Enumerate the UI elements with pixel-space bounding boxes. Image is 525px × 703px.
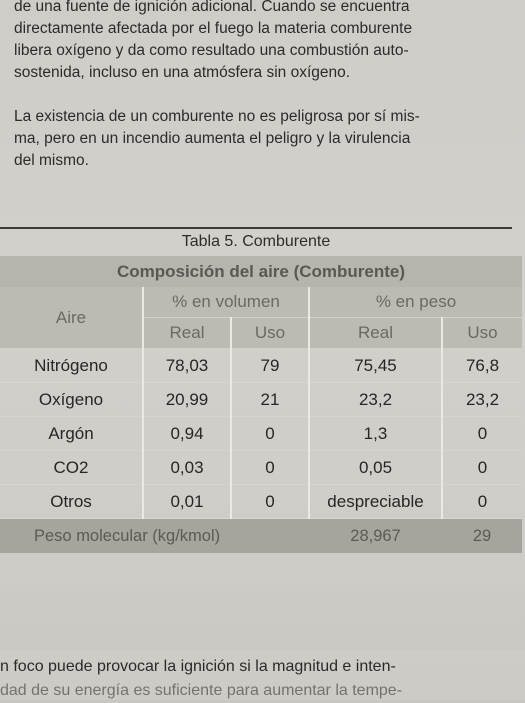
table-caption: Tabla 5. Comburente (181, 233, 331, 250)
paragraph-comburente-intro (14, 0, 510, 84)
vol-uso-cell: 0 (231, 451, 309, 485)
table-title: Composición del aire (Comburente) (0, 256, 522, 287)
table-row (0, 349, 522, 383)
column-header-real-peso: Real (309, 318, 442, 349)
text-line: La existencia de un comburente no es peligrosa por sí mis- (14, 108, 420, 125)
peso-uso-cell: 0 (442, 417, 522, 451)
peso-real-cell: 75,45 (309, 349, 442, 383)
column-header-real-vol: Real (143, 318, 231, 349)
gas-name-cell: Otros (0, 485, 143, 519)
text-line: sostenida, incluso en una atmósfera sin oxígeno. (14, 64, 351, 81)
vol-uso-cell: 0 (231, 485, 309, 519)
vol-real-cell: 0,94 (143, 417, 231, 451)
table-row (0, 383, 522, 417)
vol-uso-cell: 0 (231, 417, 309, 451)
peso-uso-cell: 0 (442, 451, 522, 485)
text-line: ma, pero en un incendio aumenta el peligro y la virulencia (14, 130, 411, 147)
peso-real-cell: 23,2 (309, 383, 442, 417)
molecular-weight-label: Peso molecular (kg/kmol) (0, 519, 309, 554)
text-line: n foco puede provocar la ignición si la magnitud e inten- (0, 658, 396, 675)
vol-real-cell: 20,99 (143, 383, 231, 417)
vol-real-cell: 78,03 (143, 349, 231, 383)
column-header-uso-vol: Uso (231, 318, 309, 349)
molecular-weight-real: 28,967 (309, 519, 442, 554)
text-line: libera oxígeno y da como resultado una combustión auto- (14, 42, 409, 59)
table-title-row (0, 256, 522, 287)
text-line: directamente afectada por el fuego la materia comburente (14, 20, 413, 37)
text-line: del mismo. (14, 152, 89, 169)
paragraph-ignition (0, 655, 525, 703)
table-row (0, 485, 522, 519)
text-line: dad de su energía es suficiente para aumentar la tempe- (0, 682, 403, 699)
gas-name-cell: Nitrógeno (0, 349, 143, 383)
table-top-rule (0, 227, 512, 229)
air-composition-table (0, 256, 522, 553)
gas-name-cell: CO2 (0, 451, 143, 485)
gas-name-cell: Argón (0, 417, 143, 451)
table-footer-row (0, 519, 522, 554)
table-row (0, 417, 522, 451)
page-shadow (0, 560, 525, 650)
peso-real-cell: 1,3 (309, 417, 442, 451)
table-row (0, 451, 522, 485)
text-line: de una fuente de ignición adicional. Cuando se encuentra (14, 0, 410, 15)
peso-uso-cell: 76,8 (442, 349, 522, 383)
table-group-header-row (0, 287, 522, 318)
molecular-weight-uso: 29 (442, 519, 522, 554)
vol-real-cell: 0,01 (143, 485, 231, 519)
peso-real-cell: 0,05 (309, 451, 442, 485)
gas-name-cell: Oxígeno (0, 383, 143, 417)
column-header-uso-peso: Uso (442, 318, 522, 349)
peso-uso-cell: 0 (442, 485, 522, 519)
column-group-peso: % en peso (309, 287, 522, 318)
column-group-volumen: % en volumen (143, 287, 309, 318)
paragraph-comburente-danger (14, 106, 510, 172)
vol-real-cell: 0,03 (143, 451, 231, 485)
peso-real-cell: despreciable (309, 485, 442, 519)
column-header-aire: Aire (0, 287, 143, 349)
vol-uso-cell: 79 (231, 349, 309, 383)
vol-uso-cell: 21 (231, 383, 309, 417)
peso-uso-cell: 23,2 (442, 383, 522, 417)
